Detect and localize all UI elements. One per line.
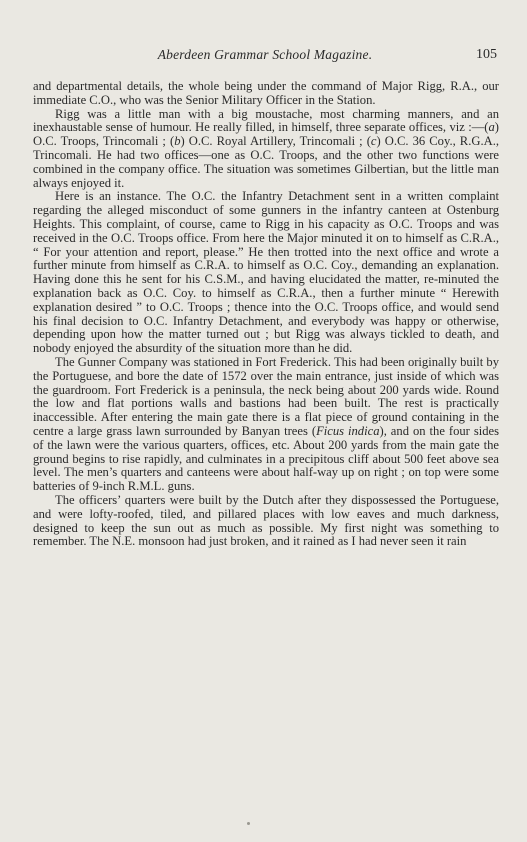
article-body bbox=[33, 80, 499, 549]
page-number: 105 bbox=[476, 47, 497, 62]
running-title: Aberdeen Grammar School Magazine. bbox=[157, 47, 373, 62]
print-speck bbox=[247, 822, 250, 825]
paragraph-5: The officers’ quarters were built by the Dutch after they dispossessed the Portuguese, and were lofty-roofed, tiled, and pillared places with low eaves and much darkness, designed to keep the sun out as much as possible. My first night was something to remember. The N.E. monsoon had just broken, and it rained as I had never seen it rain bbox=[33, 492, 499, 549]
paragraph-3: Here is an instance. The O.C. the Infantry Detachment sent in a written complaint regarding the alleged misconduct of some gunners in the infantry canteen at Ostenburg Heights. This complaint, of course, came to Rigg in his capacity as O.C. Troops and was received in the O.C. Troops office. From here the Major minuted it on to himself as C.R.A., “ For your attention and report, please.” He then trotted into the next office and wrote a further minute from himself as C.R.A. to himself as O.C. Coy., demanding an explanation. Having done this he sent for his C.S.M., and having elucidated the matter, re-minuted the explanation back as O.C. Coy. to himself as C.R.A., then a further minute “ Herewith explanation desired ” to O.C. Troops ; thence into the O.C. Troops office, and would send his final decision to O.C. Infantry Detachment, and everybody was happy or otherwise, depending upon how the matter turned out ; but Rigg was always tickled to death, and nobody enjoyed the absurdity of the situation more than he did. bbox=[33, 189, 499, 356]
paragraph-4: The Gunner Company was stationed in Fort Frederick. This had been originally built by the Portuguese, and bore the date of 1572 over the main entrance, just inside of which was the guardroom. Fort Frederick is a peninsula, the neck being about 200 yards wide. Round the low and flat portions walls and bastions had been built. The rest is practically inaccessible. After entering the main gate there is a flat piece of ground containing in the centre a large grass lawn surrounded by Banyan trees (Ficus indica), and on the four sides of the lawn were the various quarters, offices, etc. About 200 yards from the main gate the ground begins to rise rapidly, and culminates in a precipitous cliff about 500 feet above sea level. The men’s quarters and canteens were about half-way up on right ; on top were some batteries of 9-inch R.M.L. guns. bbox=[33, 354, 500, 494]
page-header bbox=[33, 47, 497, 67]
paragraph-1: and departmental details, the whole being under the command of Major Rigg, R.A., our immediate C.O., who was the Senior Military Officer in the Station. bbox=[33, 79, 499, 107]
paragraph-2: Rigg was a little man with a big moustache, most charming manners, and an inexhaustable sense of humour. He really filled, in himself, three separate offices, viz :—(a) O.C. Troops, Trincomali ; (b) O.C. Royal Artillery, Trincomali ; (c) O.C. 36 Coy., R.G.A., Trincomali. He had two offices—one as O.C. Troops, and the other two functions were combined in the company office. The situation was sometimes Gilbertian, but the little man always enjoyed it. bbox=[33, 106, 499, 190]
